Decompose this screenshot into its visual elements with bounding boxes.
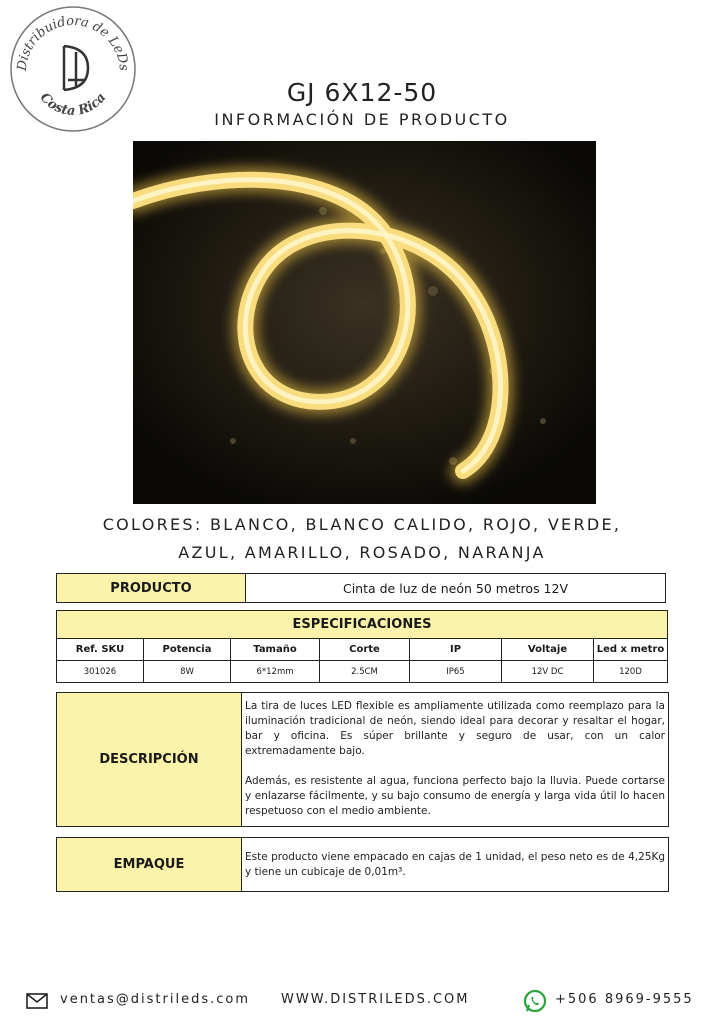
product-label: PRODUCTO <box>57 574 246 603</box>
spec-col-cut: Corte <box>320 639 410 661</box>
envelope-icon <box>26 993 48 1013</box>
packaging-label: EMPAQUE <box>57 838 242 891</box>
spec-col-size: Tamaño <box>231 639 320 661</box>
description-paragraph-1: La tira de luces LED flexible es ampliamente utilizada como reemplazo para la iluminación tradicional de neón, siendo ideal para decorar y resaltar el hogar, bar y oficina. Es súper brillante y seguro de usar, con un calor extremadamente bajo. <box>245 700 665 757</box>
spec-leds: 120D <box>594 661 668 683</box>
table-row <box>57 661 668 683</box>
specs-table <box>56 610 668 683</box>
product-value: Cinta de luz de neón 50 metros 12V <box>246 574 666 603</box>
colors-line-2: AZUL, AMARILLO, ROSADO, NARANJA <box>178 543 546 562</box>
product-title: GJ 6X12-50 <box>286 78 438 107</box>
description-label: DESCRIPCIÓN <box>57 693 242 826</box>
spec-col-voltage: Voltaje <box>502 639 594 661</box>
description-paragraph-2: Además, es resistente al agua, funciona perfecto bajo la lluvia. Puede cortarse y enlazarse fácilmente, y su bajo consumo de energía y larga vida útil lo hacen respetuoso con el medio ambiente. <box>245 775 665 817</box>
colors-line-1: COLORES: BLANCO, BLANCO CALIDO, ROJO, VERDE, <box>102 515 622 534</box>
product-table <box>56 573 666 603</box>
description-text <box>242 693 667 826</box>
footer-website[interactable]: WWW.DISTRILEDS.COM <box>281 992 470 1007</box>
description-box <box>56 692 669 827</box>
packaging-box <box>56 837 669 892</box>
specs-title: ESPECIFICACIONES <box>57 611 668 639</box>
page-subtitle: INFORMACIÓN DE PRODUCTO <box>214 110 510 129</box>
footer-phone[interactable]: +506 8969-9555 <box>555 992 694 1007</box>
spec-size: 6*12mm <box>231 661 320 683</box>
spec-col-ip: IP <box>410 639 502 661</box>
spec-cut: 2.5CM <box>320 661 410 683</box>
spec-sku: 301026 <box>57 661 144 683</box>
spec-col-sku: Ref. SKU <box>57 639 144 661</box>
product-photo <box>133 141 596 504</box>
spec-col-power: Potencia <box>144 639 231 661</box>
spec-ip: IP65 <box>410 661 502 683</box>
spec-power: 8W <box>144 661 231 683</box>
logo-bottom-text: Costa Rica <box>36 90 110 119</box>
footer-email[interactable]: ventas@distrileds.com <box>60 992 250 1007</box>
spec-col-leds: Led x metro <box>594 639 668 661</box>
whatsapp-icon <box>523 989 547 1017</box>
packaging-text: Este producto viene empacado en cajas de 1 unidad, el peso neto es de 4,25Kg y tiene un cubicaje de 0,01m³. <box>245 851 665 878</box>
spec-voltage: 12V DC <box>502 661 594 683</box>
logo-top-text: Distribuidora de LeDs <box>14 13 132 72</box>
